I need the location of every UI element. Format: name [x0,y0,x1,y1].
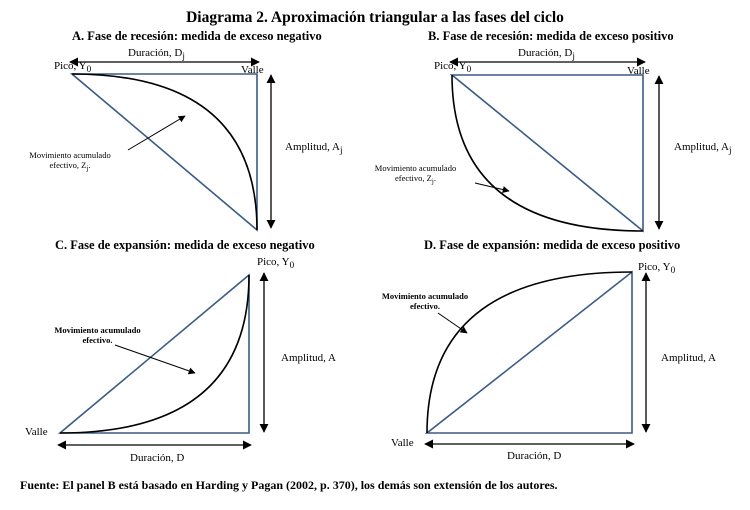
panel-b-triangle [452,75,643,231]
panel-d-peak-label: Pico, $Y_0$ [638,261,676,276]
panel-b-duration-label: Duración, $D_j$ [518,47,575,62]
panel-d-title: D. Fase de expansión: medida de exceso positivo [424,238,681,252]
panel-d-pointer [438,313,467,333]
panel-d-amplitude-label: Amplitud, A [661,352,717,364]
panel-d-trough-label: Valle [391,437,414,449]
panel-c-trough-label: Valle [25,426,48,438]
panel-a-peak-label: Pico, $Y_0$ [54,60,92,75]
panel-b-peak-label: Pico, $Y_0$ [434,60,472,75]
panel-b-trough-label: Valle [627,65,650,77]
panel-a-trough-label: Valle [241,64,264,76]
panel-a-movement-label: Movimiento acumulado efectivo, $Z_j$. [29,150,111,173]
panel-a-graphic [70,62,271,230]
source-note: Fuente: El panel B está basado en Harding y Pagan (2002, p. 370), los demás son extensión de los autores. [20,478,558,492]
panel-c-triangle [60,275,249,433]
panel-b-title: B. Fase de recesión: medida de exceso positivo [428,29,674,43]
panel-b-amplitude-label: Amplitud, $A_j$ [674,141,732,156]
panel-c-amplitude-label: Amplitud, A [281,352,337,364]
panel-d-duration-label: Duración, D [507,450,562,462]
panel-b-movement-label: Movimiento acumulado efectivo, $Z_j$. [374,163,457,186]
panel-c-duration-label: Duración, D [130,452,185,464]
panel-a-duration-label: Duración, $D_j$ [128,47,185,62]
panel-c-peak-label: Pico, $Y_0$ [257,256,295,271]
panel-d-movement-label: Movimiento acumulado efectivo. [381,291,469,311]
panel-c-movement-label: Movimiento acumulado efectivo. [54,325,141,345]
panel-c-graphic [58,273,264,445]
panel-c-pointer [115,345,195,373]
panel-b-graphic [450,62,659,231]
panel-a-amplitude-label: Amplitud, $A_j$ [285,141,343,156]
panel-c-title: C. Fase de expansión: medida de exceso negativo [55,238,315,252]
panel-a-title: A. Fase de recesión: medida de exceso negativo [72,29,322,43]
diagram-title: Diagrama 2. Aproximación triangular a las fases del ciclo [186,9,564,26]
